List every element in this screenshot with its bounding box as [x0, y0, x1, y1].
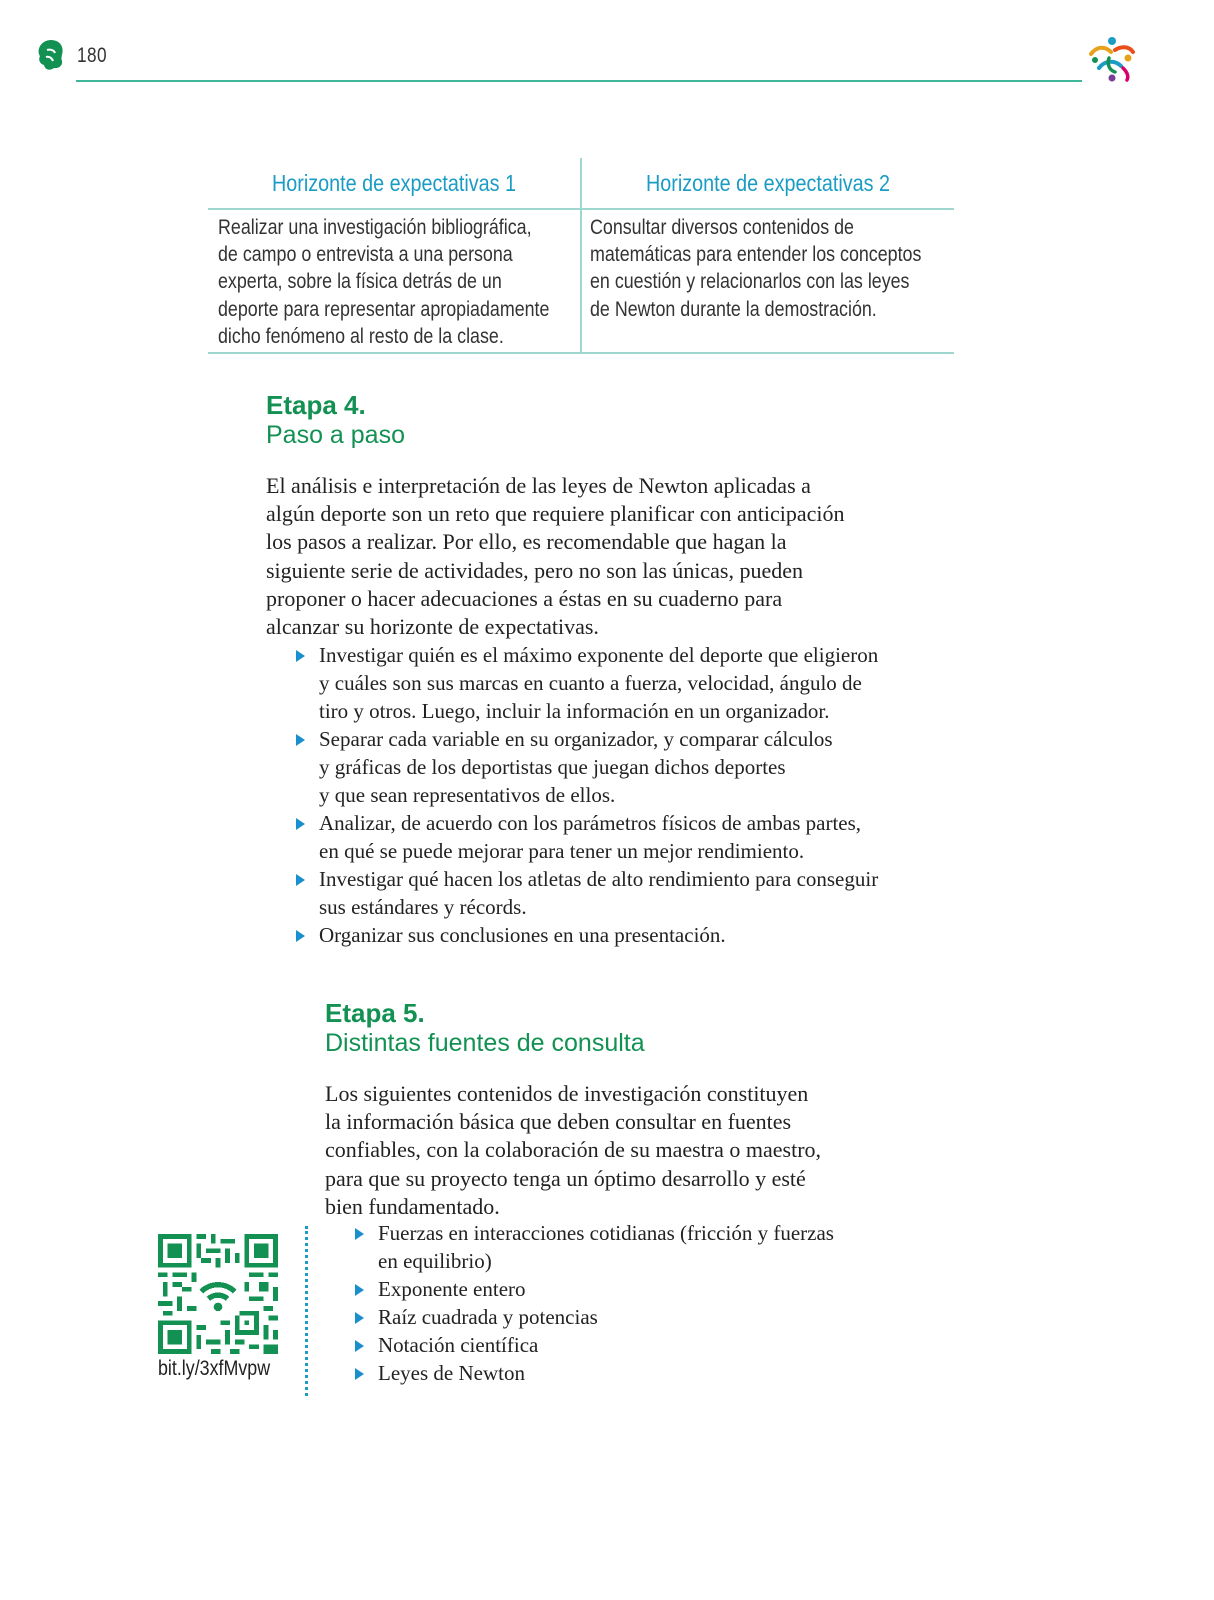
bullet-triangle-icon: [355, 1312, 364, 1324]
table-header-rule: [208, 208, 954, 210]
bullet-triangle-icon: [355, 1340, 364, 1352]
etapa-4-bullet-list: [296, 641, 916, 949]
list-item: Separar cada variable en su organizador, y comparar cálculos y gráficas de los deportistas que juegan dichos deportes y que sean representativos de ellos.: [296, 725, 916, 809]
table-header-expectativas-2: Horizonte de expectativas 2: [645, 170, 891, 196]
bullet-triangle-icon: [355, 1228, 364, 1240]
bullet-triangle-icon: [355, 1284, 364, 1296]
etapa-4-paragraph: El análisis e interpretación de las leyes de Newton aplicadas a algún deporte son un reto que requiere planificar con anticipación los pasos a realizar. Por ello, es recomendable que hagan la siguiente serie de actividades, pero no son las únicas, pueden proponer o hacer adecuaciones a éstas en su cuaderno para alcanzar su horizonte de expectativas.: [266, 473, 845, 640]
page-number: 180: [77, 44, 107, 67]
bullet-triangle-icon: [296, 930, 305, 942]
etapa-4-subtitle: Paso a paso: [266, 421, 405, 449]
etapa-5-bullet-list: [355, 1219, 875, 1387]
list-item: Investigar qué hacen los atletas de alto rendimiento para conseguir sus estándares y récords.: [296, 865, 916, 921]
bullet-triangle-icon: [355, 1368, 364, 1380]
etapa-5-title: Etapa 5.: [325, 998, 425, 1028]
list-item: Exponente entero: [355, 1275, 875, 1303]
list-item: Fuerzas en interacciones cotidianas (fricción y fuerzas en equilibrio): [355, 1219, 875, 1275]
table-header-expectativas-1: Horizonte de expectativas 1: [271, 170, 517, 196]
list-item: Analizar, de acuerdo con los parámetros físicos de ambas partes, en qué se puede mejorar para tener un mejor rendimiento.: [296, 809, 916, 865]
table-cell-expectativas-1: Realizar una investigación bibliográfica, de campo o entrevista a una persona experta, sobre la física detrás de un deporte para representar apropiadamente dicho fenómeno al resto de la clase.: [218, 216, 550, 348]
list-item: Investigar quién es el máximo exponente del deporte que eligieron y cuáles son sus marcas en cuanto a fuerza, velocidad, ángulo de tiro y otros. Luego, incluir la información en un organizador.: [296, 641, 916, 725]
expectations-table: [208, 158, 954, 354]
bullet-triangle-icon: [296, 734, 305, 746]
qr-code[interactable]: [158, 1234, 278, 1354]
etapa-4-title: Etapa 4.: [266, 390, 366, 420]
qr-divider: [305, 1226, 308, 1396]
table-bottom-rule: [208, 352, 954, 354]
bullet-triangle-icon: [296, 874, 305, 886]
bullet-triangle-icon: [296, 650, 305, 662]
list-item: Leyes de Newton: [355, 1359, 875, 1387]
table-column-divider: [580, 158, 582, 354]
list-item: Notación científica: [355, 1331, 875, 1359]
header-logo-icon: [36, 38, 66, 72]
list-item: Organizar sus conclusiones en una presentación.: [296, 921, 916, 949]
bullet-triangle-icon: [296, 818, 305, 830]
header-rule: [76, 80, 1082, 82]
qr-link-text[interactable]: bit.ly/3xfMvpw: [158, 1357, 271, 1380]
list-item: Raíz cuadrada y potencias: [355, 1303, 875, 1331]
table-cell-expectativas-2: Consultar diversos contenidos de matemáticas para entender los conceptos en cuestión y relacionarlos con las leyes de Newton durante la demostración.: [590, 216, 922, 321]
etapa-5-paragraph: Los siguientes contenidos de investigación constituyen la información básica que deben consultar en fuentes confiables, con la colaboración de su maestra o maestro, para que su proyecto tenga un óptimo desarrollo y esté bien fundamentado.: [325, 1081, 822, 1219]
corner-logo-icon: [1085, 34, 1139, 84]
etapa-5-subtitle: Distintas fuentes de consulta: [325, 1029, 645, 1057]
